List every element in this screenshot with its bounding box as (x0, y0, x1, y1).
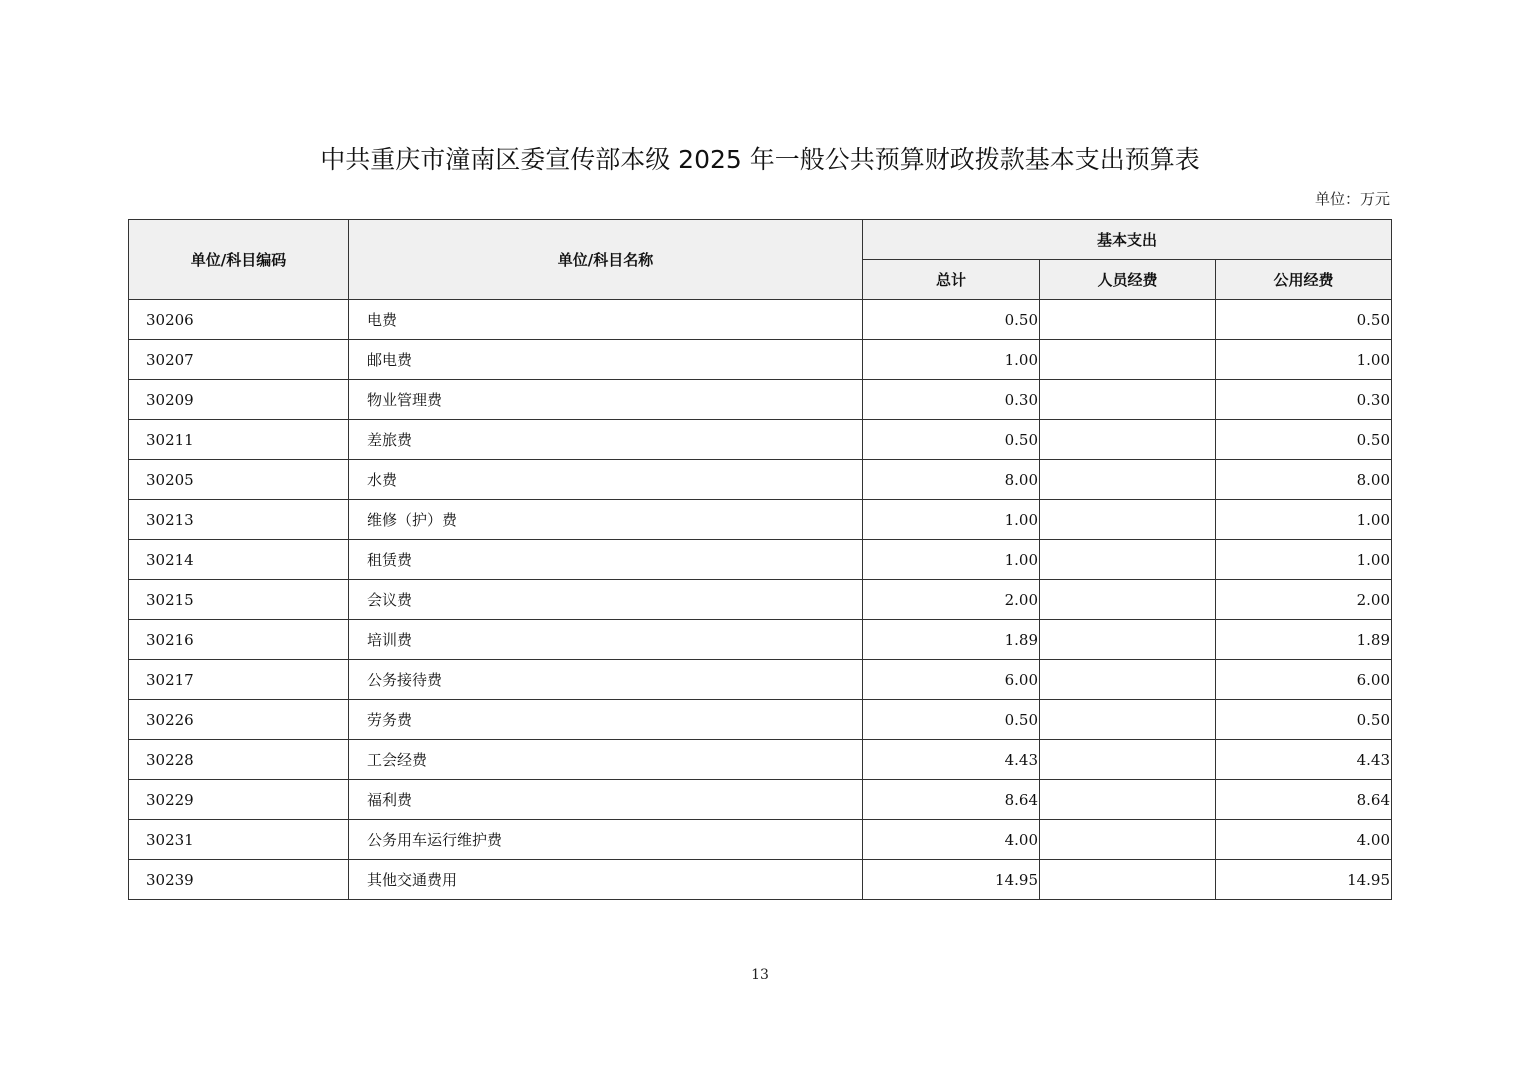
table-row (129, 580, 1392, 620)
header-basic-expenditure: 基本支出 (863, 220, 1392, 260)
cell-public: 2.00 (1216, 580, 1392, 620)
table-row (129, 700, 1392, 740)
cell-total: 8.00 (863, 460, 1040, 500)
cell-personnel (1040, 780, 1216, 820)
cell-public: 8.00 (1216, 460, 1392, 500)
cell-public: 1.00 (1216, 340, 1392, 380)
table-row (129, 620, 1392, 660)
cell-name: 福利费 (349, 780, 863, 820)
cell-name: 租赁费 (349, 540, 863, 580)
cell-code: 30213 (129, 500, 349, 540)
unit-label: 单位：万元 (1314, 190, 1390, 208)
table-row (129, 460, 1392, 500)
table-row (129, 500, 1392, 540)
cell-public: 14.95 (1216, 860, 1392, 900)
cell-total: 2.00 (863, 580, 1040, 620)
table-row (129, 660, 1392, 700)
page-title: 中共重庆市潼南区委宣传部本级 2025 年一般公共预算财政拨款基本支出预算表 (320, 145, 1200, 174)
table-row (129, 780, 1392, 820)
cell-total: 1.00 (863, 540, 1040, 580)
cell-public: 8.64 (1216, 780, 1392, 820)
cell-total: 4.00 (863, 820, 1040, 860)
cell-total: 4.43 (863, 740, 1040, 780)
cell-total: 0.30 (863, 380, 1040, 420)
table-row (129, 340, 1392, 380)
cell-personnel (1040, 860, 1216, 900)
table-row (129, 300, 1392, 340)
cell-code: 30205 (129, 460, 349, 500)
cell-total: 14.95 (863, 860, 1040, 900)
cell-public: 0.50 (1216, 300, 1392, 340)
cell-code: 30239 (129, 860, 349, 900)
cell-name: 邮电费 (349, 340, 863, 380)
table-body (129, 300, 1392, 900)
cell-personnel (1040, 540, 1216, 580)
header-personnel: 人员经费 (1040, 260, 1216, 300)
cell-public: 0.50 (1216, 420, 1392, 460)
cell-name: 其他交通费用 (349, 860, 863, 900)
cell-name: 差旅费 (349, 420, 863, 460)
cell-public: 0.50 (1216, 700, 1392, 740)
table-header (129, 220, 1392, 300)
cell-code: 30207 (129, 340, 349, 380)
header-total: 总计 (863, 260, 1040, 300)
cell-name: 会议费 (349, 580, 863, 620)
cell-total: 1.00 (863, 340, 1040, 380)
cell-total: 0.50 (863, 300, 1040, 340)
cell-public: 0.30 (1216, 380, 1392, 420)
cell-personnel (1040, 740, 1216, 780)
cell-code: 30215 (129, 580, 349, 620)
page-number: 13 (751, 967, 769, 983)
cell-personnel (1040, 700, 1216, 740)
cell-name: 劳务费 (349, 700, 863, 740)
cell-name: 水费 (349, 460, 863, 500)
cell-public: 6.00 (1216, 660, 1392, 700)
cell-total: 1.89 (863, 620, 1040, 660)
header-public: 公用经费 (1216, 260, 1392, 300)
table-row (129, 740, 1392, 780)
table-row (129, 540, 1392, 580)
cell-code: 30228 (129, 740, 349, 780)
cell-name: 维修（护）费 (349, 500, 863, 540)
cell-name: 公务接待费 (349, 660, 863, 700)
cell-code: 30226 (129, 700, 349, 740)
table-row (129, 860, 1392, 900)
cell-personnel (1040, 420, 1216, 460)
cell-total: 0.50 (863, 420, 1040, 460)
cell-personnel (1040, 500, 1216, 540)
cell-code: 30209 (129, 380, 349, 420)
cell-personnel (1040, 340, 1216, 380)
cell-total: 6.00 (863, 660, 1040, 700)
cell-personnel (1040, 300, 1216, 340)
cell-code: 30217 (129, 660, 349, 700)
cell-name: 培训费 (349, 620, 863, 660)
header-name: 单位/科目名称 (349, 220, 863, 300)
cell-total: 1.00 (863, 500, 1040, 540)
cell-code: 30211 (129, 420, 349, 460)
cell-total: 8.64 (863, 780, 1040, 820)
cell-personnel (1040, 660, 1216, 700)
header-code: 单位/科目编码 (129, 220, 349, 300)
cell-public: 1.00 (1216, 540, 1392, 580)
cell-public: 1.89 (1216, 620, 1392, 660)
cell-code: 30214 (129, 540, 349, 580)
cell-total: 0.50 (863, 700, 1040, 740)
cell-name: 电费 (349, 300, 863, 340)
table-row (129, 420, 1392, 460)
cell-code: 30216 (129, 620, 349, 660)
cell-code: 30229 (129, 780, 349, 820)
cell-name: 工会经费 (349, 740, 863, 780)
cell-code: 30231 (129, 820, 349, 860)
cell-personnel (1040, 820, 1216, 860)
cell-personnel (1040, 620, 1216, 660)
cell-name: 公务用车运行维护费 (349, 820, 863, 860)
cell-public: 4.43 (1216, 740, 1392, 780)
budget-table (128, 219, 1392, 900)
table-row (129, 380, 1392, 420)
cell-name: 物业管理费 (349, 380, 863, 420)
cell-public: 4.00 (1216, 820, 1392, 860)
cell-personnel (1040, 580, 1216, 620)
table-row (129, 820, 1392, 860)
cell-personnel (1040, 380, 1216, 420)
cell-code: 30206 (129, 300, 349, 340)
cell-public: 1.00 (1216, 500, 1392, 540)
cell-personnel (1040, 460, 1216, 500)
